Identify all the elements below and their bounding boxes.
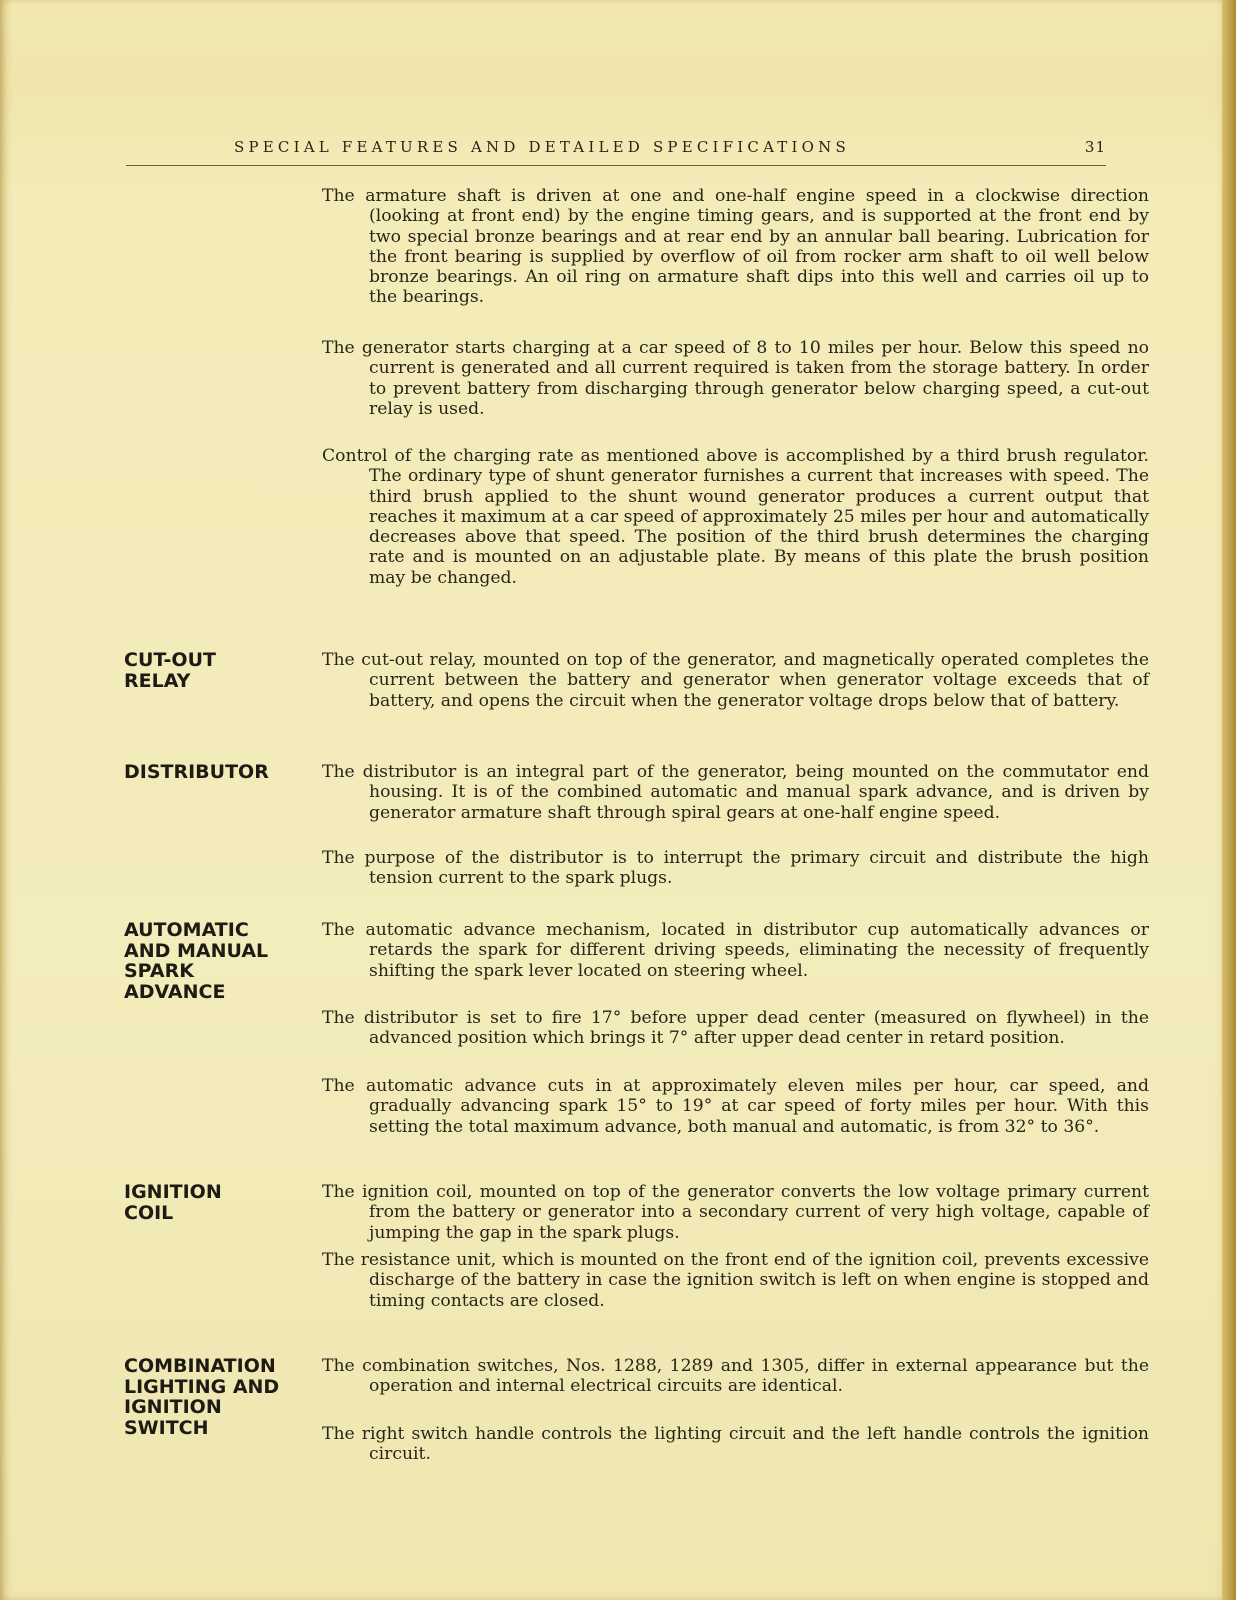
paragraph-ignition-coil: The ignition coil, mounted on top of the generator converts the low voltage primary current from the battery or generator into a secondary current of very high voltage, capable of jumping the gap in the spark plugs.: [322, 1182, 1149, 1243]
paragraph-switch-models: The combination switches, Nos. 1288, 1289 and 1305, differ in external appearance but the operation and internal electrical circuits are identical.: [322, 1356, 1149, 1397]
page-edge: [1222, 0, 1236, 1600]
heading-ignition-coil: IGNITION COIL: [124, 1181, 222, 1224]
paragraph-distributor-purpose: The purpose of the distributor is to interrupt the primary circuit and distribute the high tension current to the spark plugs.: [322, 848, 1149, 889]
paragraph-advance-mechanism: The automatic advance mechanism, located in distributor cup automatically advances or retards the spark for different driving speeds, eliminating the necessity of frequently shifting the spark lever located on steering wheel.: [322, 920, 1149, 981]
heading-cutout-relay: CUT-OUT RELAY: [124, 649, 216, 692]
heading-spark-advance: AUTOMATIC AND MANUAL SPARK ADVANCE: [124, 919, 269, 1003]
header-rule: [126, 165, 1106, 166]
paragraph-advance-range: The automatic advance cuts in at approximately eleven miles per hour, car speed, and gradually advancing spark 15° to 19° at car speed of forty miles per hour. With this setting the total maximum advance, both manual and automatic, is from 32° to 36°.: [322, 1076, 1149, 1137]
running-header: [126, 138, 1106, 160]
header-title: SPECIAL FEATURES AND DETAILED SPECIFICATIONS: [234, 138, 850, 156]
paragraph-advance-timing: The distributor is set to fire 17° before upper dead center (measured on flywheel) in the advanced position which brings it 7° after upper dead center in retard position.: [322, 1008, 1149, 1049]
paragraph-armature: The armature shaft is driven at one and one-half engine speed in a clockwise direction (looking at front end) by the engine timing gears, and is supported at the front end by two special bronze bearings and at rear end by an annular ball bearing. Lubrication for the front bearing is supplied by overflow of oil from rocker arm shaft to oil well below bronze bearings. An oil ring on armature shaft dips into this well and carries oil up to the bearings.: [322, 186, 1149, 308]
page-number: 31: [1084, 138, 1106, 156]
paragraph-cutout-relay: The cut-out relay, mounted on top of the generator, and magnetically operated completes the current between the battery and generator when generator voltage exceeds that of battery, and opens the circuit when the generator voltage drops below that of battery.: [322, 650, 1149, 711]
heading-distributor: DISTRIBUTOR: [124, 761, 269, 783]
paragraph-charging-start: The generator starts charging at a car speed of 8 to 10 miles per hour. Below this speed no current is generated and all current required is taken from the storage battery. In order to prevent battery from discharging through generator below charging speed, a cut-out relay is used.: [322, 338, 1149, 419]
paragraph-switch-handles: The right switch handle controls the lighting circuit and the left handle controls the ignition circuit.: [322, 1424, 1149, 1465]
paragraph-distributor-mount: The distributor is an integral part of the generator, being mounted on the commutator end housing. It is of the combined automatic and manual spark advance, and is driven by generator armature shaft through spiral gears at one-half engine speed.: [322, 762, 1149, 823]
heading-combination-switch: COMBINATION LIGHTING AND IGNITION SWITCH: [124, 1355, 280, 1439]
paragraph-resistance-unit: The resistance unit, which is mounted on the front end of the ignition coil, prevents excessive discharge of the battery in case the ignition switch is left on when engine is stopped and timing contacts are closed.: [322, 1250, 1149, 1311]
paragraph-third-brush: Control of the charging rate as mentioned above is accomplished by a third brush regulator. The ordinary type of shunt generator furnishes a current that increases with speed. The third brush applied to the shunt wound generator produces a current output that reaches it maximum at a car speed of approximately 25 miles per hour and automatically decreases above that speed. The position of the third brush determines the charging rate and is mounted on an adjustable plate. By means of this plate the brush position may be changed.: [322, 446, 1149, 588]
